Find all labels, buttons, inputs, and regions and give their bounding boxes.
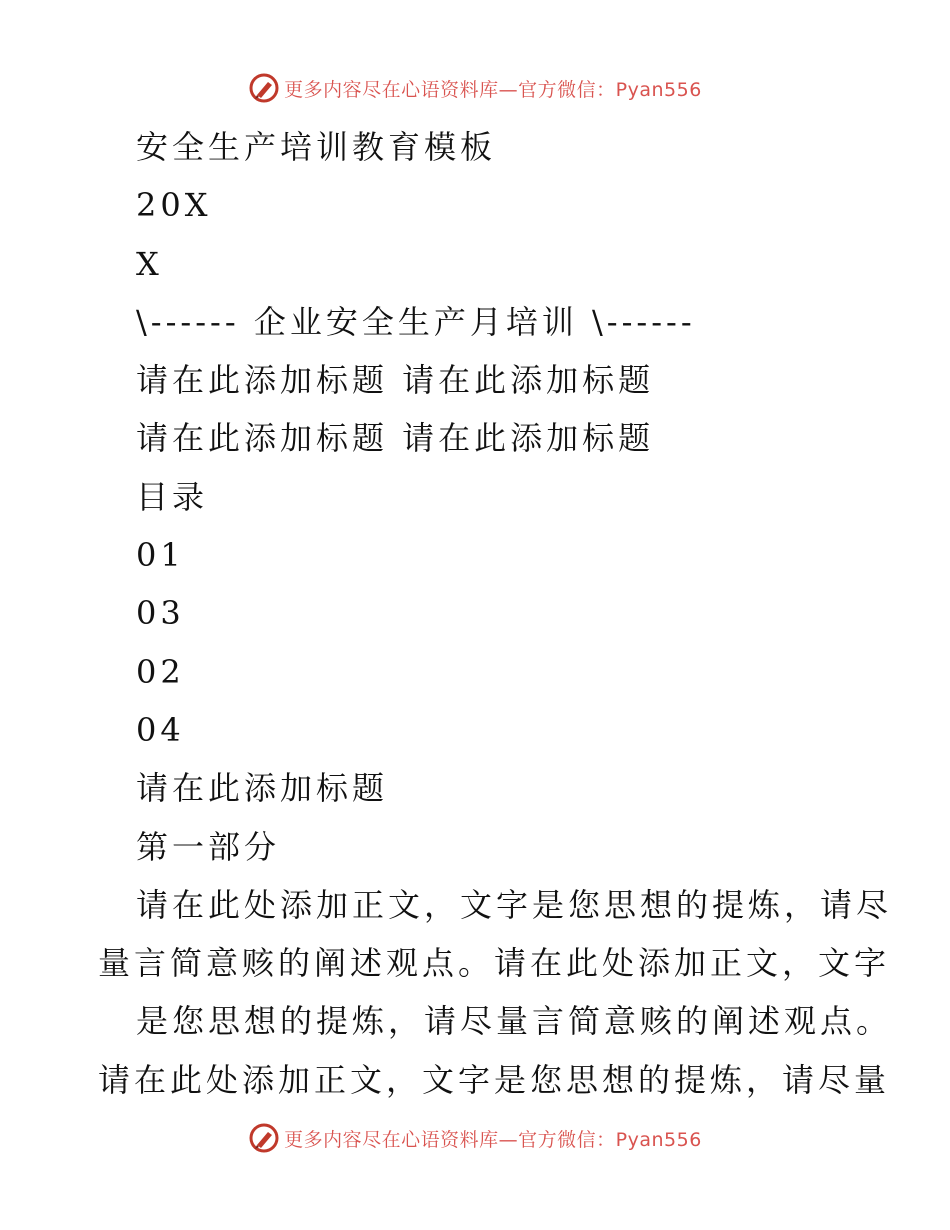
section-title: 请在此添加标题 — [136, 769, 389, 808]
body-paragraph-line: 是您思想的提炼，请尽量言简意赅的阐述观点。 — [136, 1002, 893, 1041]
footer-watermark-banner — [0, 1122, 950, 1154]
doc-subtitle: \------ 企业安全生产月培训 \------ — [136, 302, 696, 341]
header-watermark-banner — [0, 72, 950, 104]
pen-circle-logo-icon — [248, 72, 280, 104]
watermark-text: 更多内容尽在心语资料库—官方微信：Pyan556 — [284, 78, 702, 101]
doc-line: 20X — [136, 186, 212, 225]
document-body — [0, 118, 950, 1109]
doc-line: 请在此添加标题 请在此添加标题 — [136, 361, 655, 400]
watermark-text: 更多内容尽在心语资料库—官方微信：Pyan556 — [284, 1128, 702, 1151]
body-paragraph-line: 请在此处添加正文，文字是您思想的提炼，请尽量 — [98, 1060, 891, 1099]
body-paragraph-line: 请在此处添加正文，文字是您思想的提炼，请尽 — [136, 885, 893, 924]
body-paragraph-line: 量言简意赅的阐述观点。请在此处添加正文，文字 — [98, 944, 891, 983]
section-label: 第一部分 — [136, 827, 281, 866]
doc-line: X — [136, 244, 163, 283]
toc-number: 03 — [136, 594, 185, 633]
toc-number: 02 — [136, 652, 185, 691]
toc-heading: 目录 — [136, 477, 209, 516]
toc-number: 01 — [136, 536, 185, 575]
toc-number: 04 — [136, 710, 185, 749]
doc-line: 请在此添加标题 请在此添加标题 — [136, 419, 655, 458]
doc-title: 安全生产培训教育模板 — [136, 128, 497, 166]
pen-circle-logo-icon — [248, 1122, 280, 1154]
